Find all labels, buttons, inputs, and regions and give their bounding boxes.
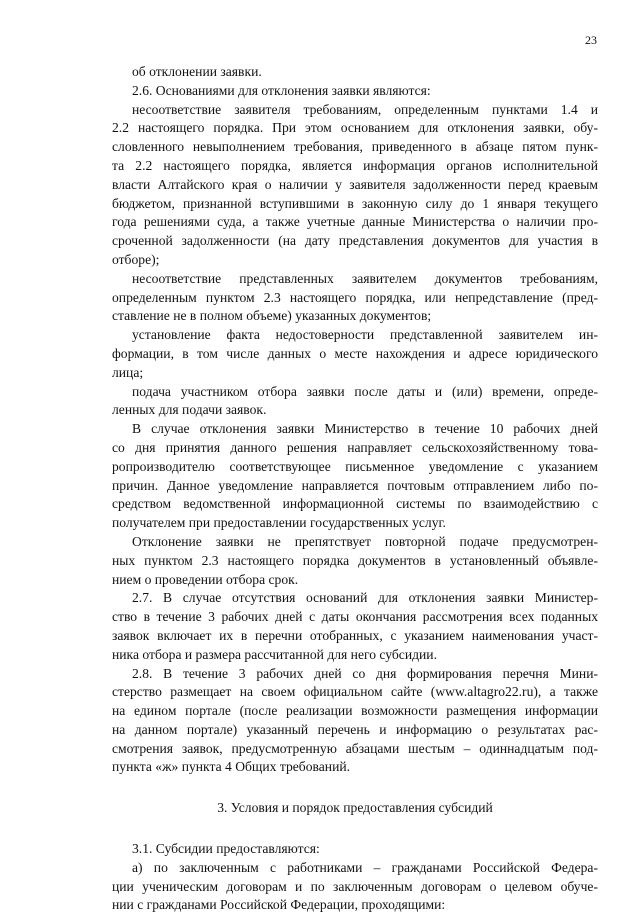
text-line: стерство размещает на своем официальном сайте (www.altagro22.ru), а также (112, 684, 598, 700)
text-line: причин. Данное уведомление направляется почтовым отправлением либо по- (112, 477, 598, 493)
text-line: ропроизводителю соответствующее письменное уведомление с указанием (112, 458, 598, 474)
text-line: а) по заключенным с работниками – гражданами Российской Федера- (132, 859, 598, 875)
text-line: со дня принятия данного решения направляет сельскохозяйственному това- (112, 439, 598, 455)
text-line: ных пунктом 2.3 настоящего порядка документов в установленный объявле- (112, 552, 598, 568)
text-line: власти Алтайского края о наличии у заявителя задолженности перед краевым (112, 176, 598, 192)
text-line: на данном портале) указанный перечень и информацию о результатах рас- (112, 721, 598, 737)
text-line: та 2.2 настоящего порядка, является информация органов исполнительной (112, 157, 598, 173)
text-line: формации, в том числе данных о месте нахождения и адресе юридического (112, 345, 598, 361)
section-paragraphs (112, 840, 598, 915)
text-line: 2.6. Основаниями для отклонения заявки являются: (132, 82, 431, 98)
text-line: об отклонении заявки. (132, 64, 262, 79)
text-line: сроченной задолженности (на дату представления документов для участия в (112, 233, 598, 249)
text-line: года решениями суда, а также учетные данные Министерства о наличии про- (112, 214, 598, 230)
text-line: лица; (112, 364, 144, 380)
text-line: 3.1. Субсидии предоставляются: (132, 841, 320, 857)
text-line: 2.7. В случае отсутствия оснований для отклонения заявки Министер- (132, 590, 598, 606)
text-line: подача участником отбора заявки после даты и (или) времени, опреде- (132, 383, 598, 399)
text-line: В случае отклонения заявки Министерство в течение 10 рабочих дней (132, 421, 598, 437)
text-line: на едином портале (после реализации возможности размещения информации (112, 703, 598, 719)
text-line: получателем при предоставлении государственных услуг. (112, 515, 446, 531)
text-line: ленных для подачи заявок. (112, 402, 267, 418)
text-line: 2.8. В течение 3 рабочих дней со дня формирования перечня Мини- (132, 665, 598, 681)
text-line: бюджетом, признанной вступившими в законную силу до 1 января текущего (112, 195, 598, 211)
page-number: 23 (585, 33, 597, 47)
text-line: смотрения заявок, предусмотренную абзацами шестым – одиннадцатым под- (112, 740, 598, 756)
text-line: 2.2 настоящего порядка. При этом основанием для отклонения заявки, обу- (112, 120, 598, 136)
text-line: ство в течение 3 рабочих дней с даты окончания рассмотрения всех поданных (112, 609, 598, 625)
text-line: определенным пунктом 2.3 настоящего порядка, или непредставление (пред- (112, 289, 598, 305)
text-line: ставление не в полном объеме) указанных документов; (112, 308, 432, 324)
text-line: пункта «ж» пункта 4 Общих требований. (112, 759, 351, 775)
text-line: Отклонение заявки не препятствует повторной подаче предусмотрен- (132, 533, 598, 549)
text-line: несоответствие представленных заявителем документов требованиям, (132, 270, 598, 286)
text-line: нии с гражданами Российской Федерации, проходящими: (112, 897, 446, 913)
text-line: заявок включает их в перечни отобранных, с указанием наименования участ- (112, 627, 598, 643)
text-line: средством ведомственной информационной системы по взаимодействию с (112, 496, 598, 512)
section-title: 3. Условия и порядок предоставления субсидий (217, 800, 493, 816)
text-line: установление факта недостоверности представленной заявителем ин- (132, 327, 598, 343)
document-body (112, 63, 598, 915)
text-line: словленного невыполнением требования, приведенного в абзаце пятом пунк- (112, 139, 598, 155)
text-line: ника отбора и размера рассчитанной для него субсидии. (112, 646, 437, 662)
text-line: ции ученическим договорам и по заключенным договорам о целевом обуче- (112, 878, 598, 894)
text-line: отборе); (112, 251, 160, 267)
text-line: нием о проведении отбора срок. (112, 571, 299, 587)
body-paragraphs (112, 63, 598, 777)
text-line: несоответствие заявителя требованиям, определенным пунктами 1.4 и (132, 101, 598, 117)
